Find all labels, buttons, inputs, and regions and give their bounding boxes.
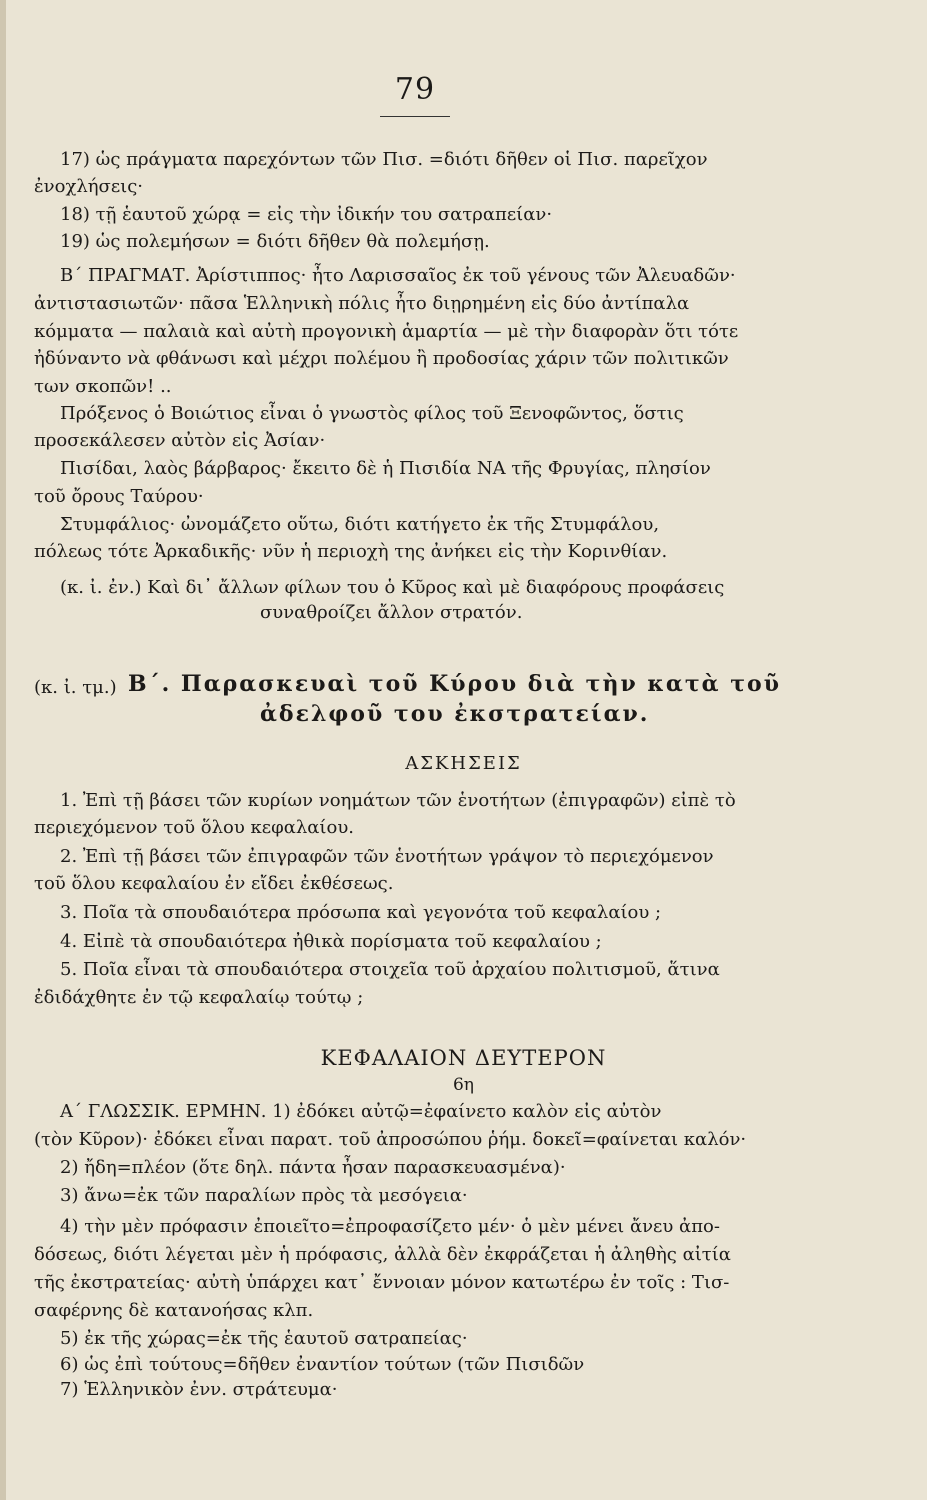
pragmat-line-4: ἠδύναντο νὰ φθάνωσι καὶ μέχρι πολέμου ἢ προδοσίας χάριν τῶν πολιτικῶν (34, 348, 729, 369)
page-number: 79 (394, 72, 436, 107)
section-heading-line-1: Β΄. Παρασκευαὶ τοῦ Κύρου διὰ τὴν κατὰ τοῦ (128, 671, 781, 697)
exercise-5-line-1: 5. Ποῖα εἶναι τὰ σπουδαιότερα στοιχεῖα τοῦ ἀρχαίου πολιτισμοῦ, ἅτινα (60, 959, 720, 980)
page-edge-shadow (0, 0, 6, 1500)
note-17-line-1: 17) ὡς πράγματα παρεχόντων τῶν Πισ. =διότι δῆθεν οἱ Πισ. παρεῖχον (60, 149, 708, 170)
note-17-line-2: ἐνοχλήσεις· (34, 176, 144, 197)
summary-line-2: συναθροίζει ἄλλον στρατόν. (260, 602, 523, 623)
exercise-5-line-2: ἐδιδάχθητε ἐν τῷ κεφαλαίῳ τούτῳ ; (34, 987, 364, 1008)
glossary-item-7: 7) Ἑλληνικὸν ἐνν. στράτευμα· (60, 1379, 338, 1400)
stymphalios-line-2: πόλεως τότε Ἀρκαδικῆς· νῦν ἡ περιοχὴ της ἀνήκει εἰς τὴν Κορινθίαν. (34, 541, 668, 562)
summary-line-1: (κ. ἰ. ἐν.) Καὶ δι᾽ ἄλλων φίλων του ὁ Κῦρος καὶ μὲ διαφόρους προφάσεις (60, 577, 725, 598)
glossary-item-4-line-1: 4) τὴν μὲν πρόφασιν ἐποιεῖτο=ἐπροφασίζετο μέν· ὁ μὲν μένει ἄνευ ἀπο- (60, 1216, 720, 1237)
glossary-line-2: (τὸν Κῦρον)· ἐδόκει εἶναι παρατ. τοῦ ἀπροσώπου ῥήμ. δοκεῖ=φαίνεται καλόν· (34, 1129, 747, 1150)
glossary-item-4-line-2: δόσεως, διότι λέγεται μὲν ἡ πρόφασις, ἀλλὰ δὲν ἐκφράζεται ἡ ἀληθὴς αἰτία (34, 1244, 731, 1265)
pragmat-line-2: ἀντιστασιωτῶν· πᾶσα Ἑλληνικὴ πόλις ἦτο διῃρημένη εἰς δύο ἀντίπαλα (34, 293, 690, 314)
exercise-4: 4. Εἰπὲ τὰ σπουδαιότερα ἠθικὰ πορίσματα τοῦ κεφαλαίου ; (60, 931, 602, 952)
glossary-item-3: 3) ἄνω=ἐκ τῶν παραλίων πρὸς τὰ μεσόγεια· (60, 1185, 468, 1206)
page-number-rule (380, 116, 450, 117)
exercise-3: 3. Ποῖα τὰ σπουδαιότερα πρόσωπα καὶ γεγονότα τοῦ κεφαλαίου ; (60, 902, 662, 923)
exercises-title: ΑΣΚΗΣΕΙΣ (405, 753, 522, 774)
stymphalios-line-1: Στυμφάλιος· ὠνομάζετο οὕτω, διότι κατήγετο ἐκ τῆς Στυμφάλου, (60, 514, 660, 535)
chapter-title: ΚΕΦΑΛΑΙΟΝ ΔΕΥΤΕΡΟΝ (320, 1046, 607, 1070)
glossary-line-1: Α΄ ΓΛΩΣΣΙΚ. ΕΡΜΗΝ. 1) ἐδόκει αὐτῷ=ἐφαίνετο καλὸν εἰς αὐτὸν (60, 1101, 662, 1122)
glossary-item-4-line-3: τῆς ἐκστρατείας· αὐτὴ ὑπάρχει κατ᾽ ἔννοιαν μόνον κατωτέρω ἐν τοῖς : Τισ- (34, 1272, 730, 1293)
glossary-item-2: 2) ἤδη=πλέον (ὅτε δηλ. πάντα ἦσαν παρασκευασμένα)· (60, 1157, 566, 1178)
glossary-item-6: 6) ὡς ἐπὶ τούτους=δῆθεν ἐναντίον τούτων (τῶν Πισιδῶν (60, 1354, 585, 1375)
exercise-1-line-1: 1. Ἐπὶ τῇ βάσει τῶν κυρίων νοημάτων τῶν ἑνοτήτων (ἐπιγραφῶν) εἰπὲ τὸ (60, 790, 736, 811)
pisidai-line-2: τοῦ ὄρους Ταύρου· (34, 486, 204, 507)
proxenos-line-2: προσεκάλεσεν αὐτὸν εἰς Ἀσίαν· (34, 430, 326, 451)
exercise-2-line-2: τοῦ ὅλου κεφαλαίου ἐν εἴδει ἐκθέσεως. (34, 873, 394, 894)
exercise-2-line-1: 2. Ἐπὶ τῇ βάσει τῶν ἐπιγραφῶν τῶν ἑνοτήτων γράψον τὸ περιεχόμενον (60, 846, 714, 867)
chapter-subtitle: 6η (452, 1075, 474, 1095)
pragmat-line-3: κόμματα — παλαιὰ καὶ αὐτὴ προγονικὴ ἁμαρτία — μὲ τὴν διαφορὰν ὅτι τότε (34, 321, 739, 342)
pragmat-line-5: των σκοπῶν! .. (34, 376, 172, 397)
proxenos-line-1: Πρόξενος ὁ Βοιώτιος εἶναι ὁ γνωστὸς φίλος τοῦ Ξενοφῶντος, ὅστις (60, 403, 684, 424)
section-heading-line-2: ἀδελφοῦ του ἐκστρατείαν. (260, 701, 650, 727)
pisidai-line-1: Πισίδαι, λαὸς βάρβαρος· ἔκειτο δὲ ἡ Πισιδία ΝΑ τῆς Φρυγίας, πλησίον (60, 458, 711, 479)
glossary-item-5: 5) ἐκ τῆς χώρας=ἐκ τῆς ἑαυτοῦ σατραπείας· (60, 1328, 468, 1349)
pragmat-line-1: Β΄ ΠΡΑΓΜΑΤ. Ἀρίστιππος· ἦτο Λαρισσαῖος ἐκ τοῦ γένους τῶν Ἀλευαδῶν· (60, 265, 736, 286)
note-18: 18) τῇ ἑαυτοῦ χώρᾳ = εἰς τὴν ἰδικήν του σατραπείαν· (60, 204, 553, 225)
glossary-item-4-line-4: σαφέρνης δὲ κατανοήσας κλπ. (34, 1300, 314, 1321)
note-19: 19) ὡς πολεμήσων = διότι δῆθεν θὰ πολεμήσῃ. (60, 231, 490, 252)
exercise-1-line-2: περιεχόμενον τοῦ ὅλου κεφαλαίου. (34, 817, 354, 838)
section-prefix: (κ. ἰ. τμ.) (34, 677, 117, 698)
